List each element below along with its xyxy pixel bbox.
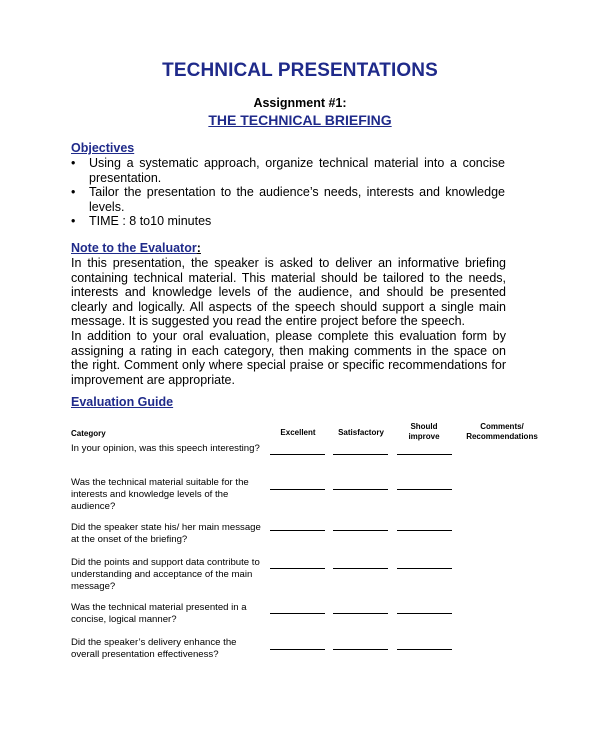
note-paragraph-1: In this presentation, the speaker is asked to deliver an informative briefing containing technical material. This material should be tailored to the needs, interests and knowledge levels of the audience, and should be presented clearly and logically. All aspects of the speech should support a single main message. It is suggested you read the entire project before the speech. (71, 256, 506, 329)
rating-line-satisfactory[interactable] (333, 613, 388, 614)
note-paragraph-2: In addition to your oral evaluation, please complete this evaluation form by assigning a rating in each category, then making comments in the space on the right. Comment only where special praise or specific recommendations for improvement are appropriate. (71, 329, 506, 387)
column-header-satisfactory: Satisfactory (338, 428, 384, 437)
row-question: Was the technical material presented in a concise, logical manner? (71, 602, 247, 625)
column-header-category: Category (71, 429, 106, 438)
bullet-icon: • (71, 214, 76, 228)
rating-line-should-improve[interactable] (397, 530, 452, 531)
rating-line-should-improve[interactable] (397, 454, 452, 455)
row-question: Did the speaker’s delivery enhance the overall presentation effectiveness? (71, 637, 237, 660)
note-heading: Note to the Evaluator: (71, 241, 201, 255)
row-question: In your opinion, was this speech interesting? (71, 443, 260, 454)
rating-line-satisfactory[interactable] (333, 489, 388, 490)
rating-line-should-improve[interactable] (397, 489, 452, 490)
bullet-icon: • (71, 156, 76, 170)
column-header-excellent: Excellent (280, 428, 316, 437)
rating-line-should-improve[interactable] (397, 568, 452, 569)
rating-line-excellent[interactable] (270, 613, 325, 614)
rating-line-satisfactory[interactable] (333, 568, 388, 569)
row-question: Was the technical material suitable for the interests and knowledge levels of the audience? (71, 477, 249, 512)
assignment-label: Assignment #1: (253, 96, 347, 110)
column-header-should-improve: Should improve (408, 422, 440, 441)
rating-line-satisfactory[interactable] (333, 530, 388, 531)
rating-line-excellent[interactable] (270, 530, 325, 531)
rating-line-excellent[interactable] (270, 489, 325, 490)
objectives-heading: Objectives (71, 141, 135, 155)
document-title: TECHNICAL PRESENTATIONS (162, 60, 438, 81)
rating-line-satisfactory[interactable] (333, 454, 388, 455)
rating-line-excellent[interactable] (270, 454, 325, 455)
evaluation-heading: Evaluation Guide (71, 395, 174, 409)
rating-line-should-improve[interactable] (397, 613, 452, 614)
list-item: • TIME : 8 to10 minutes (71, 214, 212, 228)
bullet-icon: • (71, 185, 76, 199)
column-header-comments: Comments/ Recommendations (466, 422, 538, 441)
rating-line-should-improve[interactable] (397, 649, 452, 650)
objectives-list (71, 156, 505, 229)
list-item: • Using a systematic approach, organize technical material into a concise presentation. (71, 156, 505, 185)
rating-line-excellent[interactable] (270, 568, 325, 569)
row-question: Did the speaker state his/ her main message at the onset of the briefing? (71, 522, 261, 545)
row-question: Did the points and support data contribute to understanding and acceptance of the main message? (71, 557, 260, 592)
rating-line-excellent[interactable] (270, 649, 325, 650)
rating-line-satisfactory[interactable] (333, 649, 388, 650)
list-item: • Tailor the presentation to the audience’s needs, interests and knowledge levels. (71, 185, 505, 214)
document-subtitle: THE TECHNICAL BRIEFING (208, 112, 392, 128)
